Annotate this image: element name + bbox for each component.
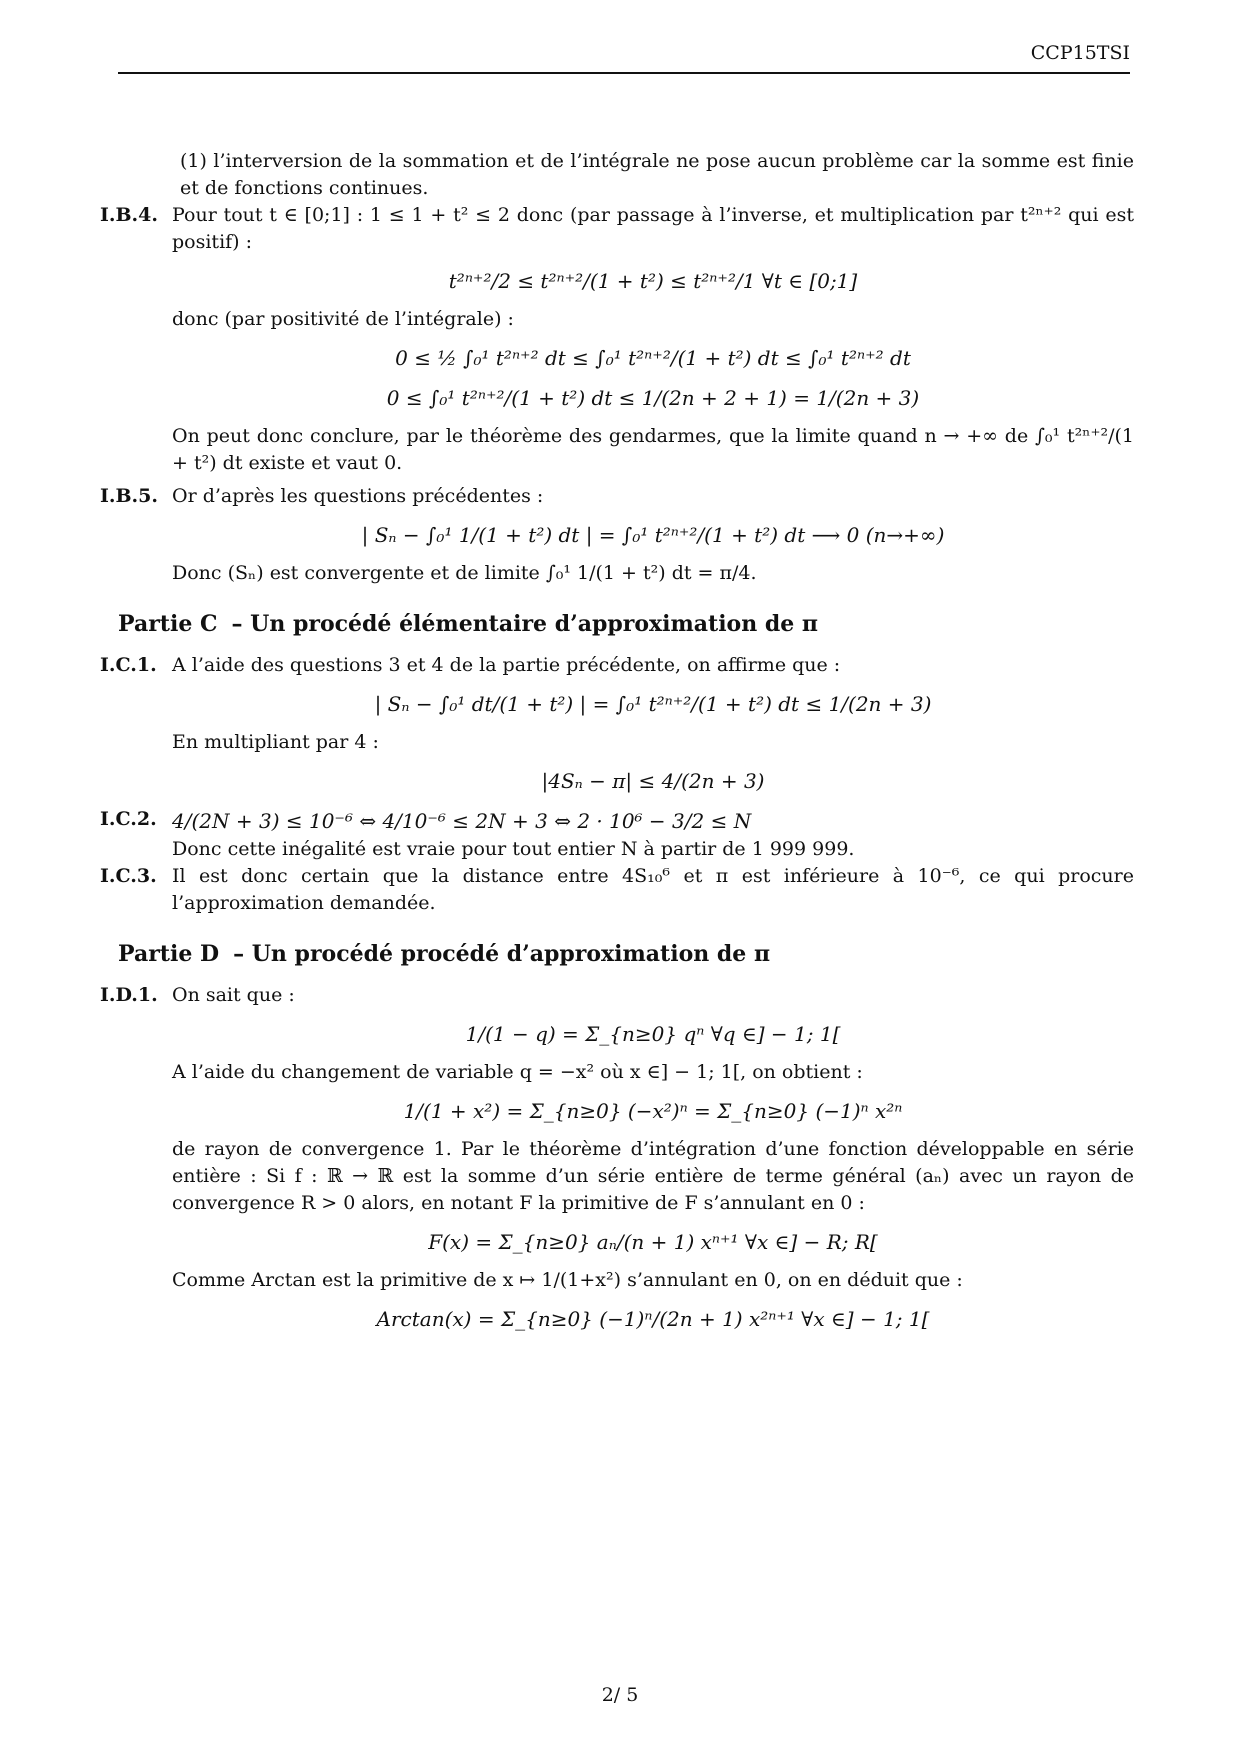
formula: |4Sₙ − π| ≤ 4/(2n + 3) — [541, 769, 765, 793]
paragraph: Comme Arctan est la primitive de x ↦ 1/(1+x²) s’annulant en 0, on en déduit que : — [172, 1269, 963, 1291]
page-number: 2/ 5 — [601, 1684, 639, 1706]
formula: t²ⁿ⁺²/2 ≤ t²ⁿ⁺²/(1 + t²) ≤ t²ⁿ⁺²/1 ∀t ∈ [0;1] — [448, 269, 858, 293]
formula: 0 ≤ ½ ∫₀¹ t²ⁿ⁺² dt ≤ ∫₀¹ t²ⁿ⁺²/(1 + t²) dt ≤ ∫₀¹ t²ⁿ⁺² dt — [395, 346, 911, 370]
page-header — [118, 42, 1130, 74]
header-code: CCP15TSI — [1030, 42, 1130, 64]
formula: F(x) = Σ_{n≥0} aₙ/(n + 1) xⁿ⁺¹ ∀x ∈] − R; R[ — [428, 1230, 878, 1254]
question-IB4 — [100, 202, 1134, 477]
formula: 0 ≤ ∫₀¹ t²ⁿ⁺²/(1 + t²) dt ≤ 1/(2n + 2 + 1) = 1/(2n + 3) — [386, 386, 920, 410]
section-subtitle: – Un procédé élémentaire d’approximation de π — [231, 611, 819, 637]
formula: 1/(1 − q) = Σ_{n≥0} qⁿ ∀q ∈] − 1; 1[ — [465, 1022, 841, 1046]
paragraph: On sait que : — [172, 984, 295, 1006]
paragraph: A l’aide du changement de variable q = −x² où x ∈] − 1; 1[, on obtient : — [172, 1061, 863, 1083]
question-IB5 — [100, 483, 1134, 587]
question-label: I.B.5. — [100, 485, 159, 507]
question-ID1 — [100, 982, 1134, 1334]
question-label: I.D.1. — [100, 984, 158, 1006]
paragraph: Il est donc certain que la distance entre 4S₁₀⁶ et π est inférieure à 10⁻⁶, ce qui procure l’approximation demandée. — [172, 865, 1134, 914]
formula: 4/(2N + 3) ≤ 10⁻⁶ ⇔ 4/10⁻⁶ ≤ 2N + 3 ⇔ 2 · 10⁶ − 3/2 ≤ N — [172, 809, 752, 833]
question-IC3 — [100, 863, 1134, 917]
formula: Arctan(x) = Σ_{n≥0} (−1)ⁿ/(2n + 1) x²ⁿ⁺¹ ∀x ∈] − 1; 1[ — [376, 1307, 930, 1331]
question-label: I.C.1. — [100, 654, 157, 676]
question-label: I.B.4. — [100, 204, 159, 226]
paragraph: En multipliant par 4 : — [172, 731, 379, 753]
question-IC1 — [100, 652, 1134, 796]
question-IC2 — [100, 806, 1134, 863]
section-title: Partie D — [118, 941, 220, 967]
section-title: Partie C — [118, 611, 218, 637]
formula: | Sₙ − ∫₀¹ dt/(1 + t²) | = ∫₀¹ t²ⁿ⁺²/(1 + t²) dt ≤ 1/(2n + 3) — [374, 692, 932, 716]
paragraph: donc (par positivité de l’intégrale) : — [172, 308, 514, 330]
formula: 1/(1 + x²) = Σ_{n≥0} (−x²)ⁿ = Σ_{n≥0} (−1)ⁿ x²ⁿ — [403, 1099, 903, 1123]
paragraph: Donc cette inégalité est vraie pour tout entier N à partir de 1 999 999. — [172, 838, 855, 860]
paragraph: de rayon de convergence 1. Par le théorème d’intégration d’une fonction développable en série entière : Si f : ℝ → ℝ est la somme d’un série entière de terme général (aₙ) avec un rayon de convergence R > 0 alors, en notant F la primitive de F s’annulant en 0 : — [172, 1138, 1134, 1214]
section-heading-partie-c — [118, 611, 1134, 638]
paragraph: Or d’après les questions précédentes : — [172, 485, 544, 507]
footnote-interversion: (1) l’interversion de la sommation et de l’intégrale ne pose aucun problème car la somme est finie et de fonctions continues. — [180, 150, 1134, 199]
question-label: I.C.3. — [100, 865, 157, 887]
section-heading-partie-d — [118, 941, 1134, 968]
paragraph: Donc (Sₙ) est convergente et de limite ∫₀¹ 1/(1 + t²) dt = π/4. — [172, 562, 757, 584]
formula: | Sₙ − ∫₀¹ 1/(1 + t²) dt | = ∫₀¹ t²ⁿ⁺²/(1 + t²) dt ⟶ 0 (n→+∞) — [361, 523, 945, 547]
paragraph: On peut donc conclure, par le théorème des gendarmes, que la limite quand n → +∞ de ∫₀¹ t²ⁿ⁺²/(1 + t²) dt existe et vaut 0. — [172, 425, 1134, 474]
question-label: I.C.2. — [100, 808, 157, 830]
section-subtitle: – Un procédé procédé d’approximation de π — [233, 941, 771, 967]
paragraph: A l’aide des questions 3 et 4 de la partie précédente, on affirme que : — [172, 654, 841, 676]
page-content — [100, 148, 1134, 1344]
paragraph: Pour tout t ∈ [0;1] : 1 ≤ 1 + t² ≤ 2 donc (par passage à l’inverse, et multiplication par t²ⁿ⁺² qui est positif) : — [172, 204, 1134, 253]
